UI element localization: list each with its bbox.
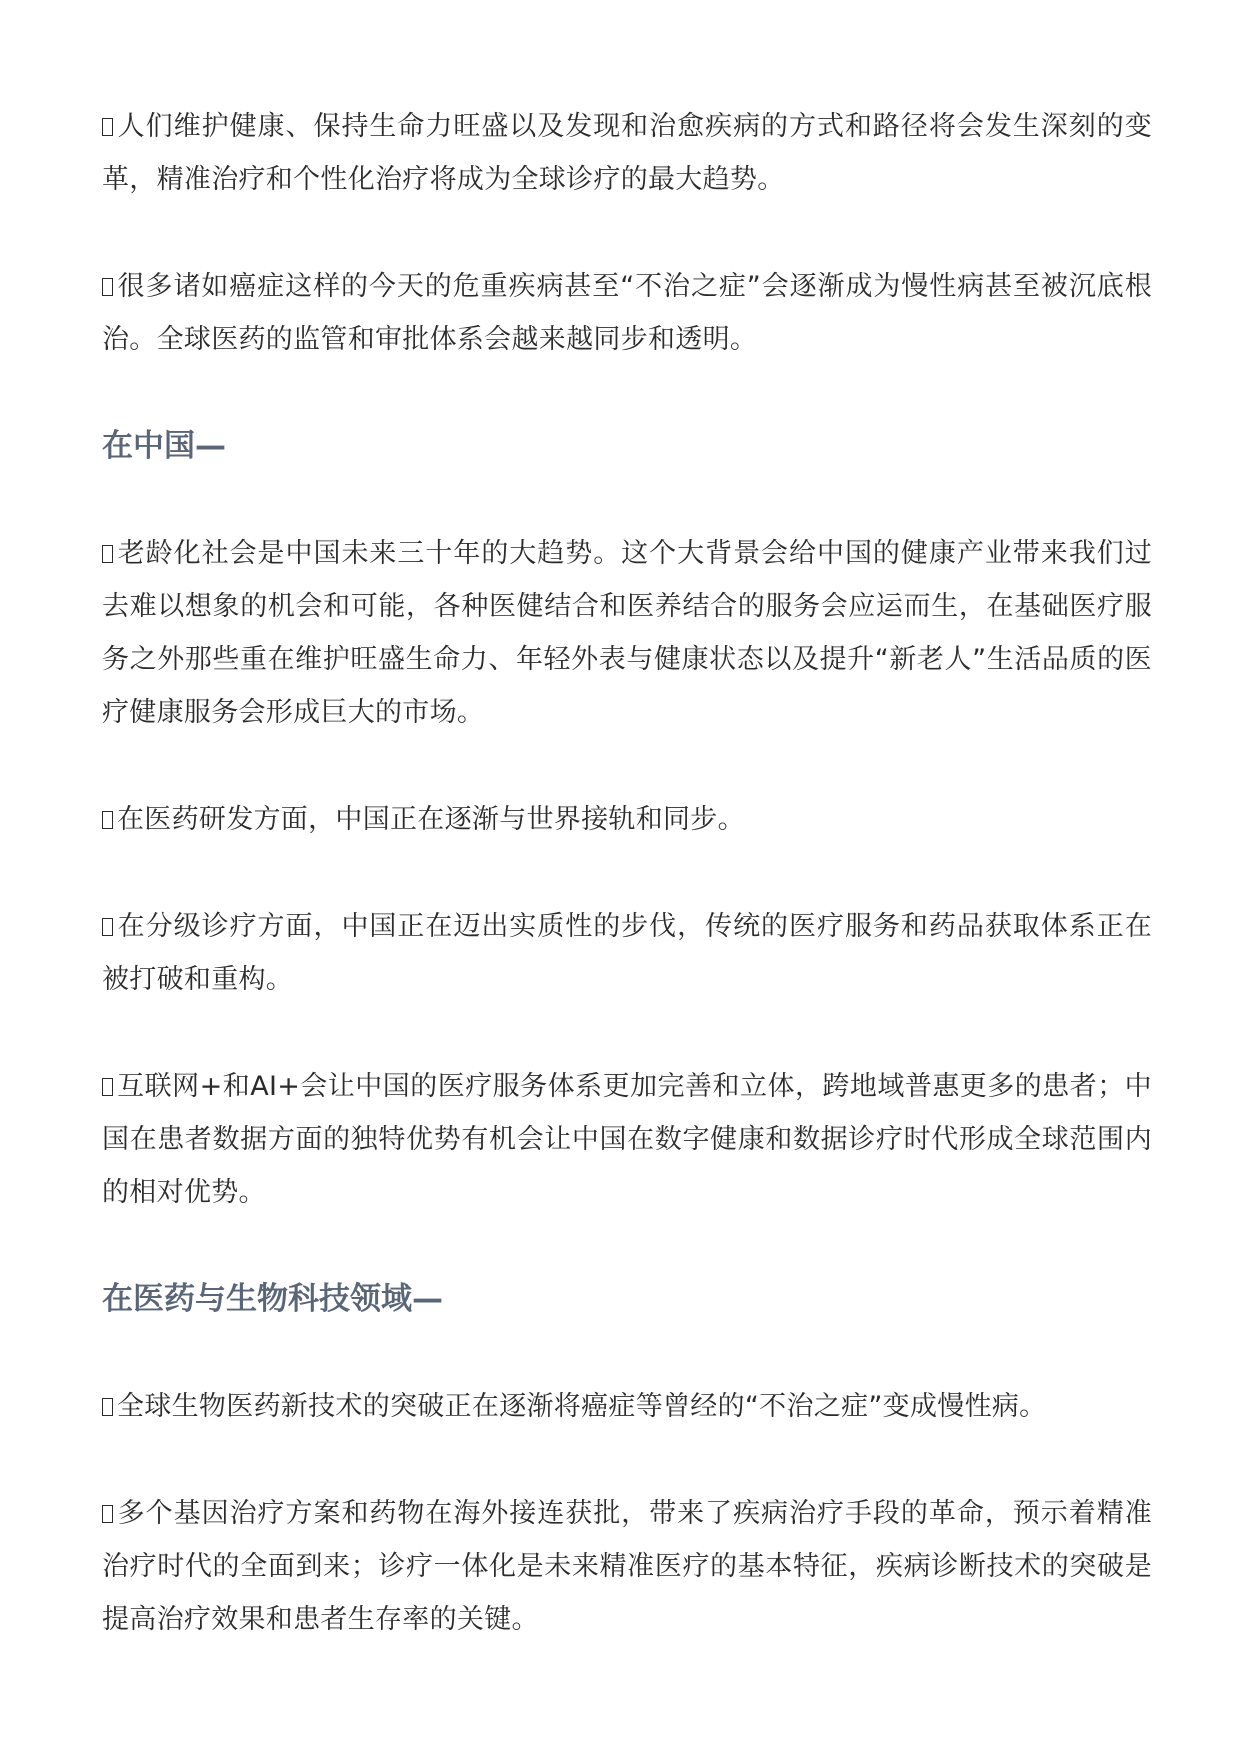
missing-glyph-box-icon bbox=[102, 1398, 113, 1416]
missing-glyph-box-icon bbox=[102, 118, 113, 136]
paragraph-biotech-2: 多个基因治疗方案和药物在海外接连获批，带来了疾病治疗手段的革命，预示着精准治疗时代的全面到来；诊疗一体化是未来精准医疗的基本特征，疾病诊断技术的突破是提高治疗效果和患者生存率的关键。 bbox=[102, 1498, 1152, 1635]
paragraph-china-3: 在分级诊疗方面，中国正在迈出实质性的步伐，传统的医疗服务和药品获取体系正在被打破和重构。 bbox=[102, 911, 1152, 995]
paragraph-global-2: 很多诸如癌症这样的今天的危重疾病甚至“不治之症”会逐渐成为慢性病甚至被沉底根治。全球医药的监管和审批体系会越来越同步和透明。 bbox=[102, 271, 1152, 355]
missing-glyph-box-icon bbox=[102, 278, 113, 296]
paragraph-china-1: 老龄化社会是中国未来三十年的大趋势。这个大背景会给中国的健康产业带来我们过去难以想象的机会和可能，各种医健结合和医养结合的服务会应运而生，在基础医疗服务之外那些重在维护旺盛生命力、年轻外表与健康状态以及提升“新老人”生活品质的医疗健康服务会形成巨大的市场。 bbox=[102, 538, 1152, 728]
missing-glyph-box-icon bbox=[102, 1078, 113, 1096]
section-heading-biotech: 在医药与生物科技领域— bbox=[102, 1281, 443, 1317]
missing-glyph-box-icon bbox=[102, 545, 113, 563]
paragraph-china-2: 在医药研发方面，中国正在逐渐与世界接轨和同步。 bbox=[102, 793, 1152, 846]
paragraph-global-1: 人们维护健康、保持生命力旺盛以及发现和治愈疾病的方式和路径将会发生深刻的变革，精准治疗和个性化治疗将成为全球诊疗的最大趋势。 bbox=[102, 111, 1152, 195]
missing-glyph-box-icon bbox=[102, 1505, 113, 1523]
document-page bbox=[102, 100, 1152, 1700]
missing-glyph-box-icon bbox=[102, 918, 113, 936]
paragraph-biotech-1: 全球生物医药新技术的突破正在逐渐将癌症等曾经的“不治之症”变成慢性病。 bbox=[102, 1380, 1152, 1433]
section-heading-china: 在中国— bbox=[102, 428, 226, 464]
paragraph-china-4: 互联网+和AI+会让中国的医疗服务体系更加完善和立体，跨地域普惠更多的患者；中国在患者数据方面的独特优势有机会让中国在数字健康和数据诊疗时代形成全球范围内的相对优势。 bbox=[102, 1071, 1152, 1208]
missing-glyph-box-icon bbox=[102, 811, 113, 829]
